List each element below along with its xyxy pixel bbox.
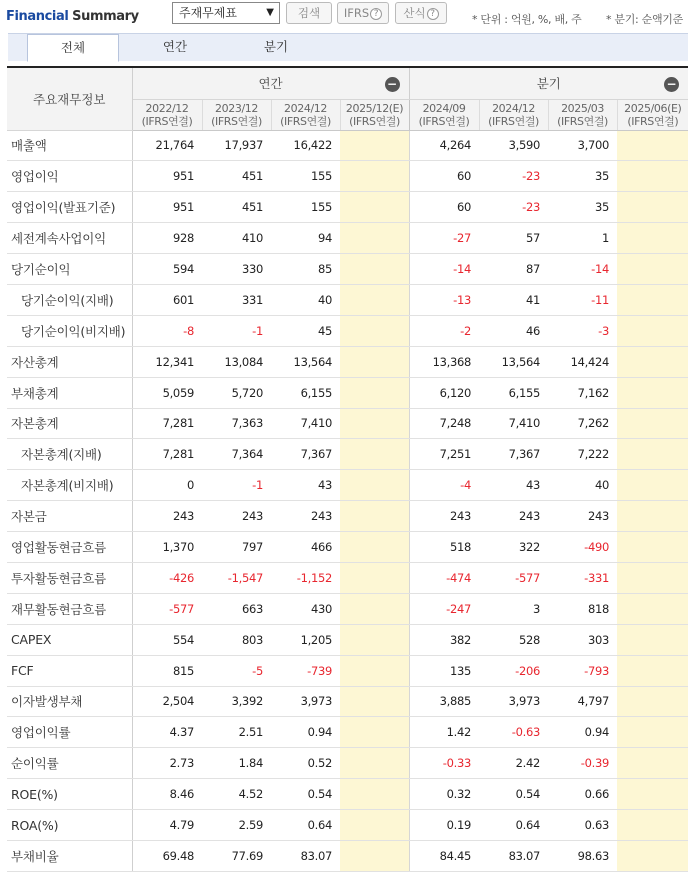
table-row — [7, 686, 688, 717]
table-cell: 135 — [409, 655, 479, 686]
row-label: 매출액 — [7, 130, 132, 161]
table-cell: 951 — [132, 192, 202, 223]
table-cell: 601 — [132, 284, 202, 315]
table-cell: 13,368 — [409, 346, 479, 377]
table-cell: 0.32 — [409, 779, 479, 810]
table-cell: 518 — [409, 532, 479, 563]
row-label: 영업이익률 — [7, 717, 132, 748]
table-cell: -1,547 — [202, 562, 271, 593]
annual-group-header — [132, 67, 409, 99]
table-cell: 7,367 — [271, 439, 340, 470]
table-cell: 35 — [548, 161, 617, 192]
period-column-header — [340, 99, 409, 130]
table-cell: 94 — [271, 223, 340, 254]
table-cell: 7,248 — [409, 408, 479, 439]
table-row — [7, 284, 688, 315]
table-cell: 1.42 — [409, 717, 479, 748]
table-cell: 85 — [271, 254, 340, 285]
table-row — [7, 408, 688, 439]
row-label: 자본총계 — [7, 408, 132, 439]
table-cell: 7,363 — [202, 408, 271, 439]
table-cell: 554 — [132, 624, 202, 655]
table-cell: 3,973 — [271, 686, 340, 717]
table-cell — [617, 748, 688, 779]
table-cell: -0.63 — [479, 717, 548, 748]
table-row — [7, 624, 688, 655]
table-cell: 528 — [479, 624, 548, 655]
table-cell — [340, 593, 409, 624]
table-cell — [617, 161, 688, 192]
row-label: CAPEX — [7, 624, 132, 655]
table-row — [7, 192, 688, 223]
table-cell — [340, 377, 409, 408]
table-cell: 0.64 — [479, 810, 548, 841]
table-row — [7, 779, 688, 810]
table-cell — [617, 810, 688, 841]
table-cell: -206 — [479, 655, 548, 686]
table-cell: 1.84 — [202, 748, 271, 779]
table-cell: 303 — [548, 624, 617, 655]
table-cell: 16,422 — [271, 130, 340, 161]
row-label: 부채총계 — [7, 377, 132, 408]
table-cell — [617, 346, 688, 377]
table-cell — [617, 532, 688, 563]
table-cell: 3,700 — [548, 130, 617, 161]
table-cell: 322 — [479, 532, 548, 563]
table-cell: 451 — [202, 192, 271, 223]
period-basis: (IFRS연결) — [280, 114, 331, 128]
table-cell — [617, 192, 688, 223]
search-button[interactable]: 검색 — [286, 2, 332, 24]
table-cell: 8.46 — [132, 779, 202, 810]
table-cell: -27 — [409, 223, 479, 254]
table-cell: 35 — [548, 192, 617, 223]
table-cell: 7,367 — [479, 439, 548, 470]
table-cell: -490 — [548, 532, 617, 563]
table-cell: -739 — [271, 655, 340, 686]
period-column-header — [409, 99, 479, 130]
table-cell: -247 — [409, 593, 479, 624]
table-cell — [617, 717, 688, 748]
unit-note: * 단위 : 억원, %, 배, 주 — [472, 13, 582, 26]
table-cell — [340, 779, 409, 810]
period-basis: (IFRS연결) — [557, 114, 608, 128]
table-cell: 155 — [271, 192, 340, 223]
period-basis: (IFRS연결) — [349, 114, 400, 128]
table-row — [7, 130, 688, 161]
table-cell: 60 — [409, 161, 479, 192]
table-cell: -3 — [548, 315, 617, 346]
table-cell — [340, 748, 409, 779]
row-label: 자본금 — [7, 501, 132, 532]
minus-circle-icon[interactable]: − — [664, 77, 679, 92]
row-label: 당기순이익 — [7, 254, 132, 285]
table-cell — [617, 686, 688, 717]
table-cell: 5,059 — [132, 377, 202, 408]
table-cell: 1,370 — [132, 532, 202, 563]
table-cell — [340, 130, 409, 161]
period-column-header — [548, 99, 617, 130]
table-cell — [340, 562, 409, 593]
table-cell: 7,281 — [132, 439, 202, 470]
table-cell — [617, 470, 688, 501]
table-cell: 14,424 — [548, 346, 617, 377]
row-label: 당기순이익(지배) — [7, 284, 132, 315]
formula-label: 산식 — [403, 6, 426, 20]
table-row — [7, 501, 688, 532]
table-cell: 4.37 — [132, 717, 202, 748]
table-cell — [340, 470, 409, 501]
table-cell: 0 — [132, 470, 202, 501]
table-cell: 21,764 — [132, 130, 202, 161]
table-cell: 83.07 — [271, 840, 340, 871]
table-cell — [340, 284, 409, 315]
title-financial: Financial — [6, 9, 69, 24]
row-header: 주요재무정보 — [7, 67, 132, 130]
table-cell — [617, 284, 688, 315]
table-row — [7, 655, 688, 686]
table-row — [7, 377, 688, 408]
table-row — [7, 315, 688, 346]
table-cell: 0.54 — [271, 779, 340, 810]
table-body — [7, 130, 688, 871]
title-summary: Summary — [72, 9, 139, 24]
table-cell: 0.63 — [548, 810, 617, 841]
table-cell: 0.64 — [271, 810, 340, 841]
table-cell — [617, 408, 688, 439]
table-cell — [340, 315, 409, 346]
period-column-header — [271, 99, 340, 130]
table-cell: 4,797 — [548, 686, 617, 717]
table-cell: 0.94 — [548, 717, 617, 748]
table-cell: 6,155 — [479, 377, 548, 408]
table-cell — [617, 779, 688, 810]
table-cell: 818 — [548, 593, 617, 624]
table-cell: 6,155 — [271, 377, 340, 408]
table-cell: 331 — [202, 284, 271, 315]
annual-group-label: 연간 — [258, 76, 283, 92]
row-label: ROA(%) — [7, 810, 132, 841]
table-cell: 5,720 — [202, 377, 271, 408]
table-cell: 451 — [202, 161, 271, 192]
table-cell: 84.45 — [409, 840, 479, 871]
table-cell: 98.63 — [548, 840, 617, 871]
table-cell — [617, 130, 688, 161]
table-cell: 87 — [479, 254, 548, 285]
table-cell: 77.69 — [202, 840, 271, 871]
table-cell: -5 — [202, 655, 271, 686]
table-cell: 330 — [202, 254, 271, 285]
table-cell: -0.39 — [548, 748, 617, 779]
table-cell: 382 — [409, 624, 479, 655]
table-cell: 7,410 — [479, 408, 548, 439]
table-cell: 2.59 — [202, 810, 271, 841]
table-cell — [340, 840, 409, 871]
row-label: 투자활동현금흐름 — [7, 562, 132, 593]
row-label: 자본총계(비지배) — [7, 470, 132, 501]
table-cell: 3,392 — [202, 686, 271, 717]
question-circle-icon: ? — [427, 8, 439, 20]
table-cell — [340, 532, 409, 563]
table-cell: 40 — [271, 284, 340, 315]
period-column-header — [202, 99, 271, 130]
table-row — [7, 223, 688, 254]
row-label: 순이익률 — [7, 748, 132, 779]
table-cell — [340, 717, 409, 748]
table-cell: 2.42 — [479, 748, 548, 779]
page-title — [6, 9, 139, 24]
period-label: 2025/12(E) — [345, 101, 404, 115]
table-cell — [617, 439, 688, 470]
ifrs-label: IFRS — [343, 6, 370, 20]
table-cell — [617, 254, 688, 285]
table-cell — [340, 223, 409, 254]
table-cell: -23 — [479, 192, 548, 223]
row-label: FCF — [7, 655, 132, 686]
table-cell: 7,281 — [132, 408, 202, 439]
quarter-group-label: 분기 — [536, 76, 561, 92]
table-cell: -4 — [409, 470, 479, 501]
table-cell: 7,364 — [202, 439, 271, 470]
table-cell — [617, 223, 688, 254]
table-cell: 12,341 — [132, 346, 202, 377]
table-cell: 243 — [202, 501, 271, 532]
table-cell: 13,564 — [271, 346, 340, 377]
table-cell — [340, 408, 409, 439]
table-cell: -8 — [132, 315, 202, 346]
table-row — [7, 593, 688, 624]
table-cell: -0.33 — [409, 748, 479, 779]
table-cell — [340, 192, 409, 223]
table-cell: -11 — [548, 284, 617, 315]
table-cell: 7,251 — [409, 439, 479, 470]
table-row — [7, 532, 688, 563]
period-label: 2024/12 — [492, 101, 535, 115]
period-basis: (IFRS연결) — [488, 114, 539, 128]
table-cell — [340, 346, 409, 377]
table-cell — [617, 655, 688, 686]
table-cell: 43 — [479, 470, 548, 501]
chevron-down-icon: ▼ — [266, 7, 274, 18]
table-cell — [617, 840, 688, 871]
period-column-header — [479, 99, 548, 130]
table-cell: 17,937 — [202, 130, 271, 161]
table-row — [7, 346, 688, 377]
table-cell: 3,885 — [409, 686, 479, 717]
formula-help-button[interactable] — [395, 2, 447, 24]
period-basis: (IFRS연결) — [141, 114, 193, 128]
table-cell: 57 — [479, 223, 548, 254]
table-cell: 0.19 — [409, 810, 479, 841]
table-cell — [617, 377, 688, 408]
table-cell: -577 — [479, 562, 548, 593]
table-cell: 243 — [132, 501, 202, 532]
table-cell — [340, 439, 409, 470]
statement-type-select[interactable] — [172, 2, 280, 24]
table-cell: 2.51 — [202, 717, 271, 748]
quarter-basis-note: * 분기: 순액기준 — [606, 13, 683, 26]
period-basis: (IFRS연결) — [418, 114, 470, 128]
row-label: 자본총계(지배) — [7, 439, 132, 470]
row-label: ROE(%) — [7, 779, 132, 810]
table-cell: 815 — [132, 655, 202, 686]
table-cell — [340, 655, 409, 686]
table-cell: 1,205 — [271, 624, 340, 655]
table-cell: 1 — [548, 223, 617, 254]
table-cell: 46 — [479, 315, 548, 346]
table-cell: -14 — [409, 254, 479, 285]
table-cell — [340, 501, 409, 532]
row-label: 세전계속사업이익 — [7, 223, 132, 254]
table-cell: 0.52 — [271, 748, 340, 779]
table-cell — [340, 810, 409, 841]
table-cell: -1 — [202, 315, 271, 346]
row-label: 영업활동현금흐름 — [7, 532, 132, 563]
table-cell: 410 — [202, 223, 271, 254]
tab-annual[interactable]: 연간 — [162, 39, 188, 54]
table-cell: 0.94 — [271, 717, 340, 748]
table-row — [7, 840, 688, 871]
table-cell: 7,410 — [271, 408, 340, 439]
period-label: 2025/06(E) — [624, 101, 682, 115]
table-cell: 594 — [132, 254, 202, 285]
table-cell: 4,264 — [409, 130, 479, 161]
table-cell: 663 — [202, 593, 271, 624]
period-label: 2023/12 — [215, 101, 258, 115]
table-cell: -1,152 — [271, 562, 340, 593]
table-cell: 7,262 — [548, 408, 617, 439]
table-row — [7, 439, 688, 470]
table-cell: 243 — [548, 501, 617, 532]
table-cell: 43 — [271, 470, 340, 501]
table-cell — [617, 562, 688, 593]
table-cell: 3 — [479, 593, 548, 624]
period-basis: (IFRS연결) — [211, 114, 262, 128]
table-cell: 60 — [409, 192, 479, 223]
table-cell: 13,084 — [202, 346, 271, 377]
table-cell: 243 — [409, 501, 479, 532]
table-row — [7, 470, 688, 501]
period-label: 2024/09 — [422, 101, 466, 115]
period-basis: (IFRS연결) — [627, 114, 679, 128]
period-label: 2025/03 — [561, 101, 604, 115]
table-cell: 0.54 — [479, 779, 548, 810]
table-cell: 243 — [271, 501, 340, 532]
row-label: 재무활동현금흐름 — [7, 593, 132, 624]
table-cell — [340, 254, 409, 285]
question-circle-icon: ? — [370, 8, 382, 20]
table-cell: 83.07 — [479, 840, 548, 871]
row-label: 영업이익 — [7, 161, 132, 192]
table-cell: 3,590 — [479, 130, 548, 161]
table-cell: 797 — [202, 532, 271, 563]
table-cell: 45 — [271, 315, 340, 346]
table-row — [7, 254, 688, 285]
table-cell: 243 — [479, 501, 548, 532]
table-cell — [617, 624, 688, 655]
row-label: 영업이익(발표기준) — [7, 192, 132, 223]
statement-type-value: 주재무제표 — [179, 6, 237, 20]
row-label: 자산총계 — [7, 346, 132, 377]
table-cell: 803 — [202, 624, 271, 655]
quarter-group-header — [409, 67, 688, 99]
table-cell: -331 — [548, 562, 617, 593]
table-cell: 430 — [271, 593, 340, 624]
minus-circle-icon[interactable]: − — [385, 77, 400, 92]
table-cell: 155 — [271, 161, 340, 192]
table-cell: 40 — [548, 470, 617, 501]
tab-quarter[interactable]: 분기 — [263, 39, 289, 54]
table-cell: 4.52 — [202, 779, 271, 810]
table-cell: 7,222 — [548, 439, 617, 470]
table-cell — [617, 315, 688, 346]
table-cell — [617, 501, 688, 532]
table-cell: 7,162 — [548, 377, 617, 408]
table-row — [7, 748, 688, 779]
period-column-header — [132, 99, 202, 130]
row-label: 부채비율 — [7, 840, 132, 871]
table-cell — [617, 593, 688, 624]
period-label: 2024/12 — [284, 101, 327, 115]
table-cell: 951 — [132, 161, 202, 192]
table-cell: 6,120 — [409, 377, 479, 408]
period-label: 2022/12 — [145, 101, 189, 115]
table-cell: -426 — [132, 562, 202, 593]
table-cell: 13,564 — [479, 346, 548, 377]
table-cell: -474 — [409, 562, 479, 593]
table-cell — [340, 624, 409, 655]
table-cell: 4.79 — [132, 810, 202, 841]
table-cell: -23 — [479, 161, 548, 192]
table-cell: 2.73 — [132, 748, 202, 779]
table-cell: -13 — [409, 284, 479, 315]
period-tabs — [8, 33, 688, 61]
financial-summary-table — [7, 66, 688, 872]
table-cell: 0.66 — [548, 779, 617, 810]
table-cell — [340, 686, 409, 717]
table-row — [7, 810, 688, 841]
table-cell: -793 — [548, 655, 617, 686]
table-cell: 3,973 — [479, 686, 548, 717]
row-label: 이자발생부채 — [7, 686, 132, 717]
table-row — [7, 562, 688, 593]
table-cell: -14 — [548, 254, 617, 285]
table-cell — [340, 161, 409, 192]
table-cell: -577 — [132, 593, 202, 624]
tab-all[interactable]: 전체 — [27, 34, 119, 62]
table-cell: 466 — [271, 532, 340, 563]
table-row — [7, 161, 688, 192]
table-cell: 69.48 — [132, 840, 202, 871]
ifrs-help-button[interactable] — [337, 2, 389, 24]
table-cell: -1 — [202, 470, 271, 501]
table-row — [7, 717, 688, 748]
toolbar — [0, 0, 688, 32]
row-label: 당기순이익(비지배) — [7, 315, 132, 346]
period-column-header — [617, 99, 688, 130]
table-cell: -2 — [409, 315, 479, 346]
table-cell: 41 — [479, 284, 548, 315]
table-cell: 928 — [132, 223, 202, 254]
table-cell: 2,504 — [132, 686, 202, 717]
